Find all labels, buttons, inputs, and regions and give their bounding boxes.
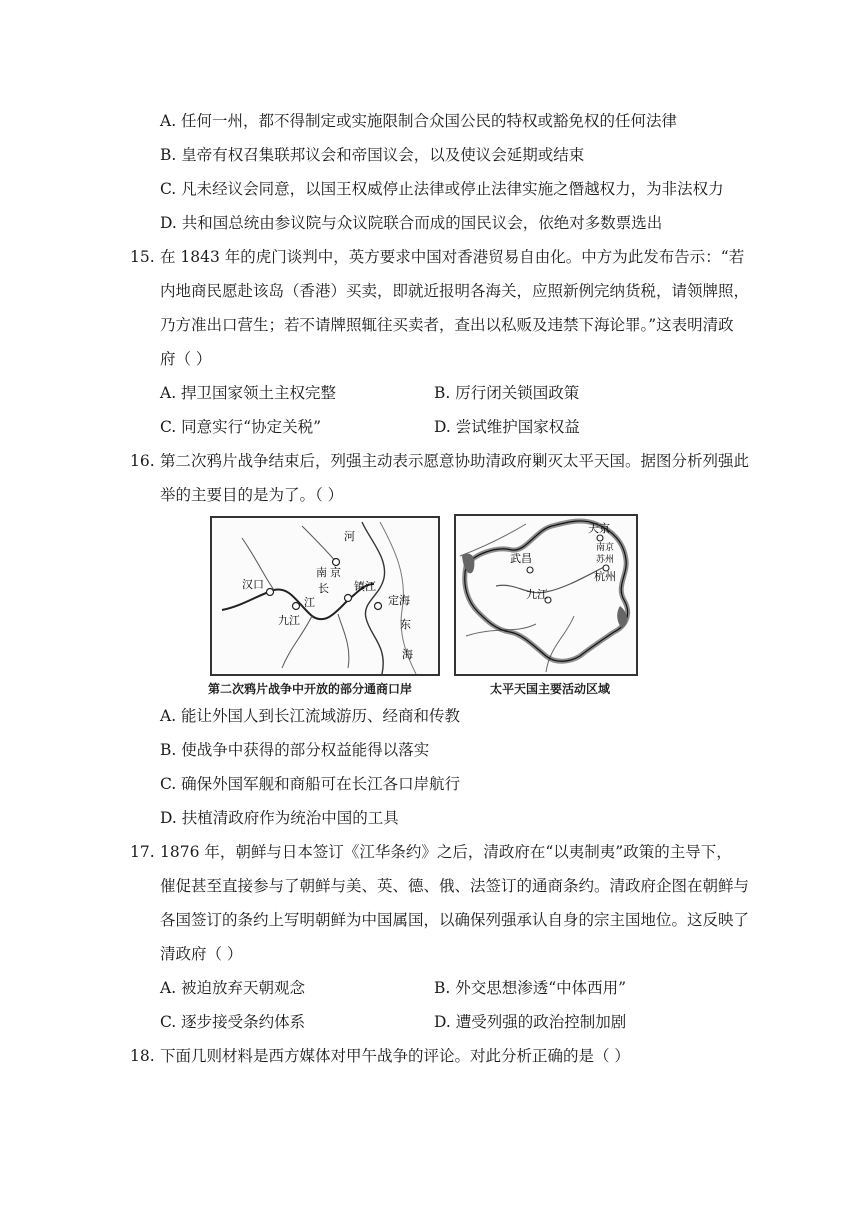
map1-label-he: 河 [344, 530, 355, 543]
q16-option-c: C. 确保外国军舰和商船可在长江各口岸航行 [160, 775, 461, 793]
q16-option-a: A. 能让外国人到长江流域游历、经商和传教 [160, 707, 461, 725]
map2-label-hangzhou: 杭州 [594, 570, 616, 583]
treaty-ports-map [210, 516, 440, 676]
q18-stem-line1: 下面几则材料是西方媒体对甲午战争的评论。对此分析正确的是（ ） [160, 1047, 630, 1065]
q14-option-b: B. 皇帝有权召集联邦议会和帝国议会，以及使议会延期或结束 [160, 146, 585, 164]
map2-label-jiujiang: 九江 [526, 588, 548, 601]
q15-option-d: D. 尝试维护国家权益 [434, 418, 580, 436]
map1-label-jiujiang: 九江 [278, 614, 300, 627]
q15-stem-line3: 乃方准出口营生；若不请牌照辄往买卖者，查出以私贩及违禁下海论罪。”这表明清政 [160, 316, 734, 334]
q15-stem-line4: 府（ ） [160, 350, 212, 368]
map2-label-wuchang: 武昌 [510, 552, 532, 565]
map1-label-hankou: 汉口 [242, 578, 264, 591]
map1-label-chang: 长 [318, 582, 329, 595]
q15-stem-line1: 在 1843 年的虎门谈判中，英方要求中国对香港贸易自由化。中方为此发布告示：“若 [160, 248, 745, 266]
map1-label-hai: 海 [402, 648, 413, 661]
q16-maps [204, 510, 638, 700]
q17-option-c: C. 逐步接受条约体系 [160, 1013, 306, 1031]
q16-stem-line1: 第二次鸦片战争结束后，列强主动表示愿意协助清政府剿灭太平天国。据图分析列强此 [160, 452, 750, 470]
q15-option-c: C. 同意实行“协定关税” [160, 418, 322, 436]
q14-option-c: C. 凡未经议会同意，以国王权威停止法律或停止法律实施之僭越权力，为非法权力 [160, 180, 724, 198]
map2-label-nanjing: 南京 [596, 543, 615, 553]
q17-stem-line2: 催促甚至直接参与了朝鲜与美、英、德、俄、法签订的通商条约。清政府企图在朝鲜与 [160, 877, 750, 895]
map1-label-dong: 东 [400, 618, 411, 631]
q17-stem-line3: 各国签订的条约上写明朝鲜为中国属国，以确保列强承认自身的宗主国地位。这反映了 [160, 911, 750, 929]
map1-label-jing: 京 [330, 566, 341, 579]
taiping-map [454, 514, 638, 676]
q17-stem-line4: 清政府（ ） [160, 945, 243, 963]
map2-label-suzhou: 苏州 [596, 555, 615, 565]
taiping-map-caption: 太平天国主要活动区域 [490, 682, 611, 696]
q14-option-d: D. 共和国总统由参议院与众议院联合而成的国民议会，依绝对多数票选出 [160, 214, 663, 232]
map1-label-zhenjiang: 镇江 [354, 580, 376, 593]
q15-number: 15. [130, 248, 155, 266]
map1-label-nan: 南 [316, 566, 327, 579]
map1-label-dinghai: 定海 [388, 594, 410, 607]
q15-option-a: A. 捍卫国家领土主权完整 [160, 384, 337, 402]
q16-option-b: B. 使战争中获得的部分权益能得以落实 [160, 741, 430, 759]
q17-option-a: A. 被迫放弃天朝观念 [160, 979, 306, 997]
q17-number: 17. [130, 843, 155, 861]
q18-number: 18. [130, 1047, 155, 1065]
taiping-map-drawing [456, 516, 636, 674]
q15-stem-line2: 内地商民愿赴该岛（香港）买卖，即就近报明各海关，应照新例完纳货税，请领牌照， [160, 282, 750, 300]
q17-option-d: D. 遭受列强的政治控制加剧 [434, 1013, 627, 1031]
map2-label-tianjing: 天京 [588, 522, 610, 535]
q16-option-d: D. 扶植清政府作为统治中国的工具 [160, 809, 399, 827]
treaty-ports-map-drawing [212, 518, 438, 674]
treaty-ports-map-caption: 第二次鸦片战争中开放的部分通商口岸 [208, 682, 413, 696]
q16-stem-line2: 举的主要目的是为了。（ ） [160, 486, 344, 504]
map1-label-jiang: 江 [304, 596, 315, 609]
q16-number: 16. [130, 452, 155, 470]
q14-option-a: A. 任何一州，都不得制定或实施限制合众国公民的特权或豁免权的任何法律 [160, 112, 678, 130]
q17-stem-line1: 1876 年，朝鲜与日本签订《江华条约》之后，清政府在“以夷制夷”政策的主导下， [160, 843, 732, 861]
q15-option-b: B. 厉行闭关锁国政策 [434, 384, 580, 402]
q17-option-b: B. 外交思想渗透“中体西用” [434, 979, 627, 997]
